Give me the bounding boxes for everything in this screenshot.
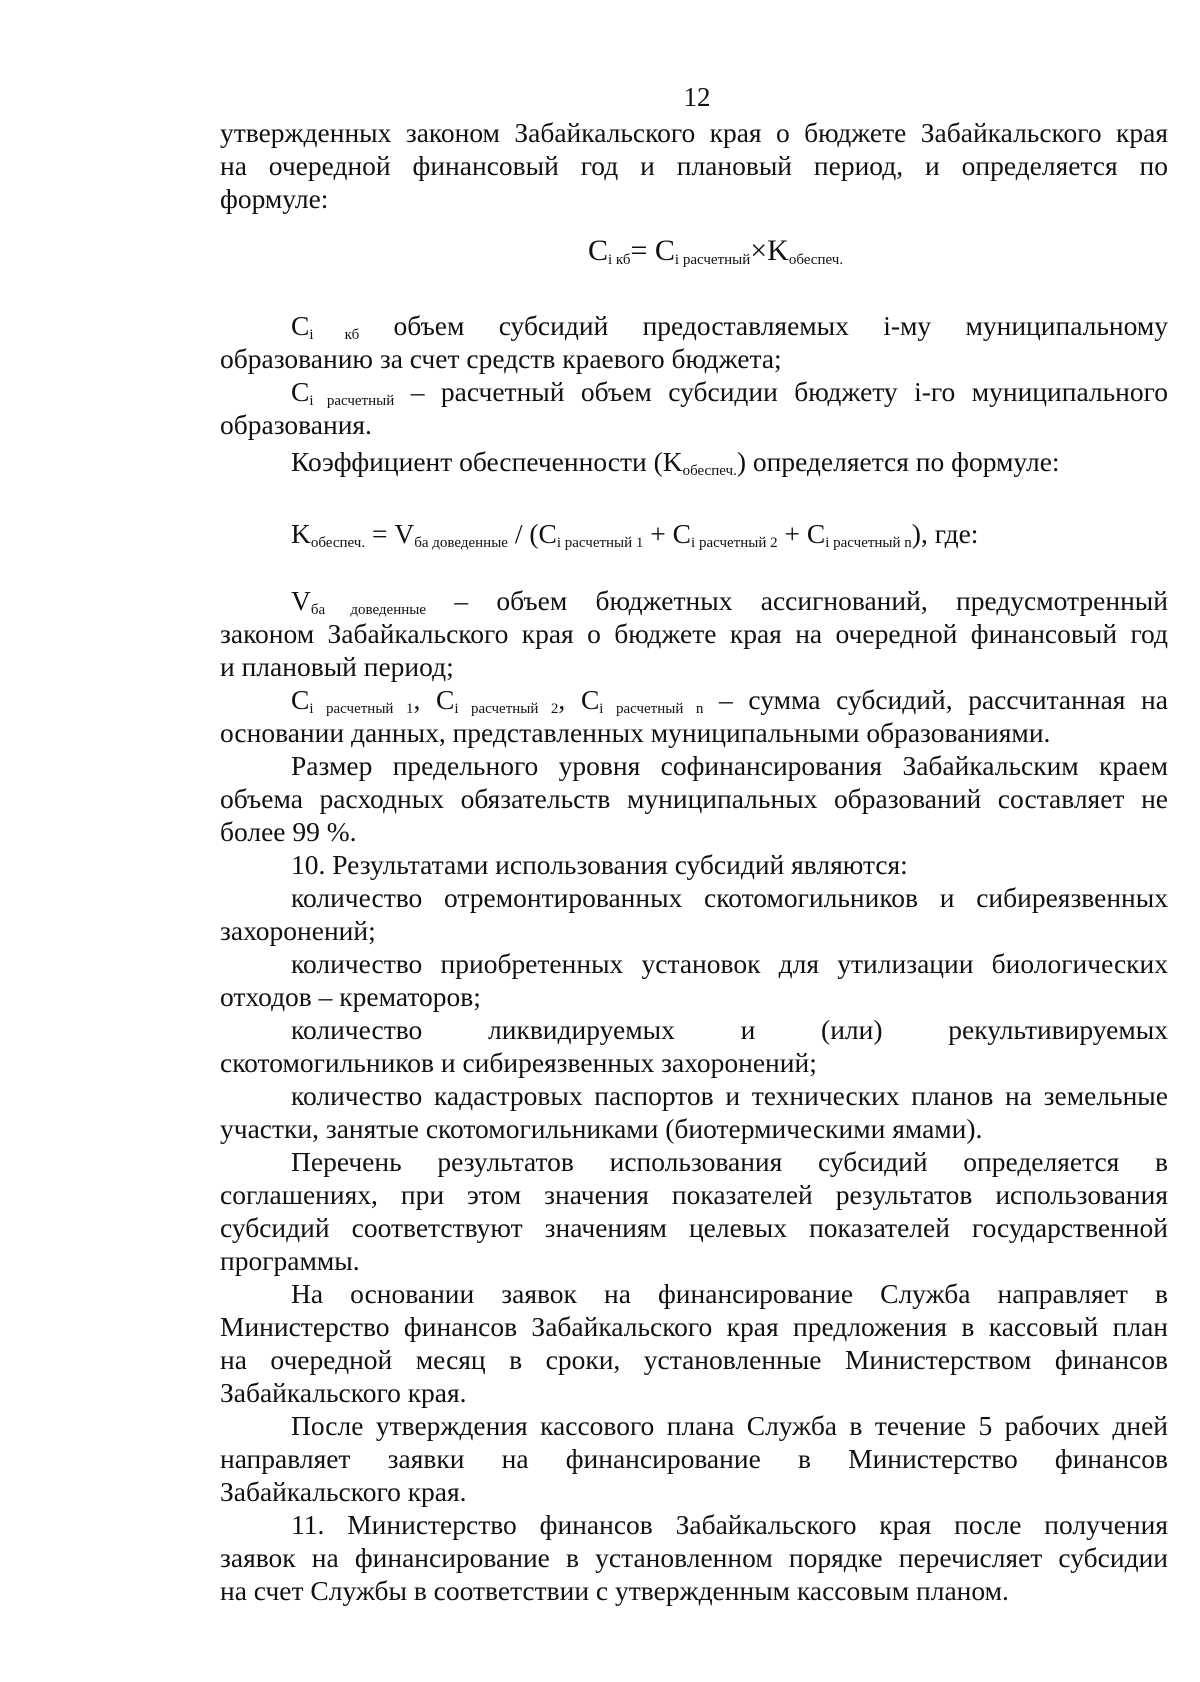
text-line: участки, занятые скотомогильниками (биотермическими ямами). bbox=[220, 1113, 983, 1144]
definition-text: объем субсидий предоставляемых i-му муниципальному bbox=[393, 310, 1168, 341]
text-line: заявок на финансирование в установленном порядке перечисляет субсидии bbox=[220, 1542, 1168, 1573]
text-line: на счет Службы в соответствии с утвержденным кассовым планом. bbox=[220, 1575, 1009, 1606]
text-line: соглашениях, при этом значения показателей результатов использования bbox=[220, 1179, 1168, 1210]
formula-subscript: i расчетный 1 bbox=[556, 535, 644, 551]
formula-subscript: обеспеч. bbox=[310, 535, 366, 551]
formula-subscript: обеспеч. bbox=[682, 463, 737, 479]
text-line: количество отремонтированных скотомогильников и сибиреязвенных bbox=[291, 882, 1168, 913]
text-line: более 99 %. bbox=[220, 816, 357, 847]
text-line: объема расходных обязательств муниципальных образований составляет не bbox=[220, 783, 1168, 814]
formula-subscript: i расчетный n bbox=[599, 701, 704, 717]
text-line: образованию за счет средств краевого бюджета; bbox=[220, 343, 782, 374]
formula-symbol: ), где: bbox=[911, 518, 979, 549]
formula-subscript: i кб bbox=[309, 327, 360, 343]
formula-symbol: / (C bbox=[507, 518, 557, 549]
definition-text: – расчетный объем субсидии бюджету i-го муниципального bbox=[394, 376, 1168, 407]
formula-symbol: ×K bbox=[750, 234, 789, 267]
text-line: основании данных, представленных муниципальными образованиями. bbox=[220, 717, 1051, 748]
formula-symbol: C bbox=[588, 234, 609, 267]
section-heading-11: 11. Министерство финансов Забайкальского края после получения bbox=[291, 1509, 1168, 1540]
text-line: на очередной финансовый год и плановый период, и определяется по bbox=[220, 150, 1168, 181]
formula-subscript: i расчетный 2 bbox=[691, 535, 778, 551]
formula-symbol: K bbox=[291, 518, 311, 549]
formula-ci-kb bbox=[588, 234, 843, 269]
formula-subscript: i расчетный bbox=[674, 252, 751, 268]
text-line: На основании заявок на финансирование Служба направляет в bbox=[291, 1278, 1168, 1309]
formula-subscript: ба доведенные bbox=[310, 602, 427, 618]
formula-subscript: i расчетный n bbox=[825, 535, 912, 551]
formula-subscript: i кб bbox=[608, 252, 631, 268]
text-line: формуле: bbox=[220, 183, 329, 214]
formula-subscript: i расчетный 1 bbox=[309, 701, 414, 717]
formula-k-obespech bbox=[291, 518, 978, 552]
text-line: образования. bbox=[220, 409, 372, 440]
formula-symbol: C bbox=[291, 684, 310, 715]
formula-symbol: + C bbox=[777, 518, 826, 549]
formula-symbol: , C bbox=[413, 684, 455, 715]
text-line: количество кадастровых паспортов и технических планов на земельные bbox=[291, 1080, 1168, 1111]
text-line: и плановый период; bbox=[220, 651, 454, 682]
text-line: на очередной месяц в сроки, установленные Министерством финансов bbox=[220, 1344, 1168, 1375]
coefficient-intro bbox=[291, 446, 1168, 487]
intro-text: ) определяется по формуле: bbox=[736, 446, 1060, 477]
formula-symbol: , C bbox=[558, 684, 600, 715]
text-line: количество ликвидируемых и (или) рекультивируемых bbox=[291, 1014, 1168, 1045]
text-line: направляет заявки на финансирование в Министерство финансов bbox=[220, 1443, 1168, 1474]
text-line: Размер предельного уровня софинансирования Забайкальским краем bbox=[291, 750, 1168, 781]
formula-symbol: V bbox=[291, 585, 311, 616]
formula-subscript: ба доведенные bbox=[414, 535, 508, 551]
text-line: Министерство финансов Забайкальского края предложения в кассовый план bbox=[220, 1311, 1168, 1342]
formula-subscript: i расчетный 2 bbox=[454, 701, 559, 717]
text-line: субсидий соответствуют значениям целевых показателей государственной bbox=[220, 1212, 1168, 1243]
formula-symbol: C bbox=[291, 376, 310, 407]
text-line: утвержденных законом Забайкальского края о бюджете Забайкальского края bbox=[220, 117, 1168, 148]
formula-subscript: i расчетный bbox=[309, 393, 395, 409]
definition-text: – объем бюджетных ассигнований, предусмотренный bbox=[426, 585, 1168, 616]
text-line: отходов – крематоров; bbox=[220, 981, 481, 1012]
formula-symbol: + C bbox=[643, 518, 692, 549]
formula-symbol: = V bbox=[365, 518, 415, 549]
text-line: Забайкальского края. bbox=[220, 1377, 467, 1408]
text-line: захоронений; bbox=[220, 915, 376, 946]
intro-text: Коэффициент обеспеченности (K bbox=[291, 446, 683, 477]
page-number: 12 bbox=[683, 82, 711, 112]
text-line: законом Забайкальского края о бюджете края на очередной финансовый год bbox=[220, 618, 1168, 649]
text-line: После утверждения кассового плана Служба в течение 5 рабочих дней bbox=[291, 1410, 1168, 1441]
text-line: количество приобретенных установок для утилизации биологических bbox=[291, 948, 1168, 979]
formula-subscript: обеспеч. bbox=[788, 252, 844, 268]
text-line: скотомогильников и сибиреязвенных захоронений; bbox=[220, 1047, 817, 1078]
formula-symbol: C bbox=[291, 310, 310, 341]
text-line: программы. bbox=[220, 1245, 360, 1276]
text-line: Забайкальского края. bbox=[220, 1476, 467, 1507]
formula-symbol: = C bbox=[630, 234, 675, 267]
text-line: Перечень результатов использования субсидий определяется в bbox=[291, 1146, 1168, 1177]
section-heading-10: 10. Результатами использования субсидий являются: bbox=[291, 849, 908, 880]
definition-text: – сумма субсидий, рассчитанная на bbox=[703, 684, 1168, 715]
